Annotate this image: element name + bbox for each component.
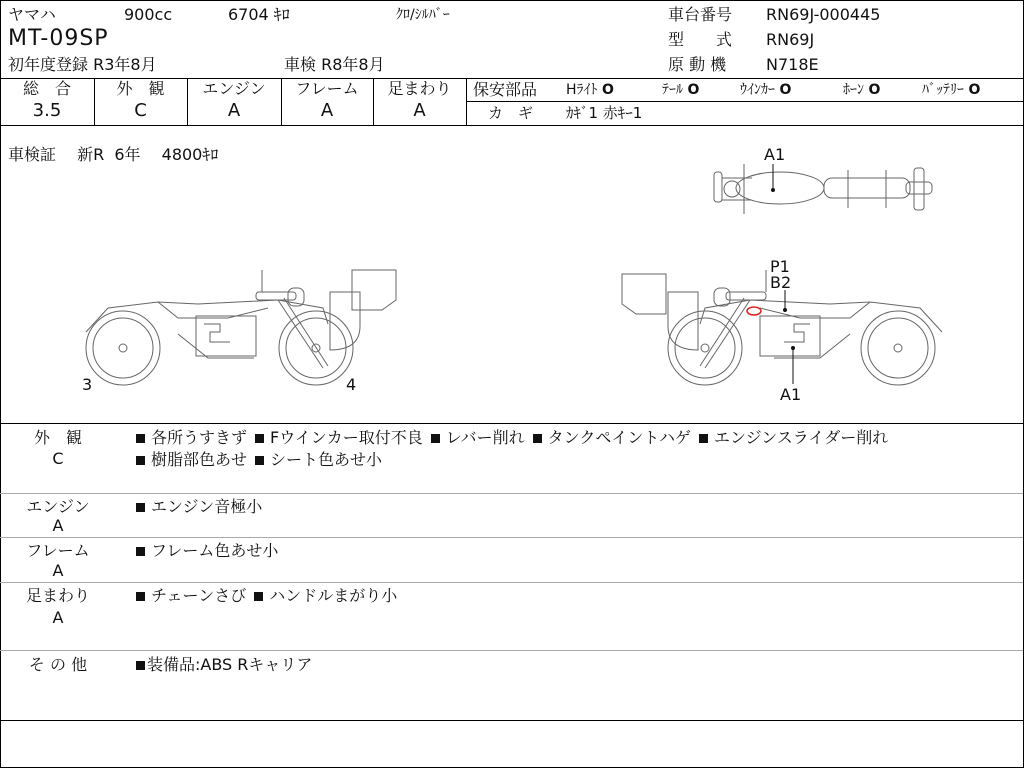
- grade-header-overall: 総 合: [22, 79, 71, 98]
- red-damage-circle: [744, 304, 764, 318]
- list-item: レバー削れ: [431, 429, 525, 447]
- displacement: 900cc: [124, 5, 173, 24]
- grade-exterior: C: [134, 100, 147, 121]
- key-value: ｶｷﾞ1 赤ｷｰ1: [566, 104, 643, 122]
- frame-no: RN69J-000445: [766, 5, 881, 24]
- damage-mark-4: 4: [346, 375, 357, 394]
- exterior-notes-line2: [136, 451, 390, 469]
- list-item: ハンドルまがり小: [254, 587, 397, 605]
- grade-header-exterior: 外 観: [116, 79, 165, 98]
- other-notes: [136, 656, 320, 674]
- suspension-notes: [136, 587, 405, 605]
- type-label: 型 式: [668, 30, 733, 49]
- key-label: カ ギ: [488, 104, 534, 122]
- engine-label: 原 動 機: [668, 55, 727, 74]
- list-item: フレーム色あせ小: [136, 542, 278, 560]
- section-grade-engine: A: [52, 516, 64, 535]
- engine-value: N718E: [766, 55, 819, 74]
- safety-item-battery: ﾊﾞｯﾃﾘｰ O: [922, 82, 981, 98]
- grade-header-suspension: 足まわり: [387, 79, 452, 98]
- list-item: エンジンスライダー削れ: [699, 429, 888, 447]
- damage-mark-p1: P1: [770, 257, 790, 276]
- section-title-frame: フレーム: [26, 541, 90, 560]
- damage-mark-right-a1: A1: [780, 385, 802, 404]
- safety-item-winker: ｳｲﾝｶｰ O: [740, 82, 792, 98]
- list-item: タンクペイントハゲ: [533, 429, 691, 447]
- grade-engine: A: [227, 100, 241, 121]
- safety-item-headlight: Hﾗｲﾄ O: [566, 82, 614, 98]
- section-grade-exterior: C: [52, 449, 64, 468]
- engine-notes: [136, 498, 270, 516]
- damage-mark-top-a1: A1: [764, 145, 786, 164]
- type-value: RN69J: [766, 30, 815, 49]
- maker: ヤマハ: [8, 5, 56, 24]
- mileage: 6704 ｷﾛ: [228, 5, 290, 24]
- list-item: シート色あせ小: [255, 451, 382, 469]
- bike-left-side-diagram: [78, 268, 408, 388]
- inspection-certificate: 車検証 新R 6年 4800ｷﾛ: [8, 145, 219, 164]
- safety-item-horn: ﾎｰﾝ O: [843, 82, 881, 98]
- list-item: 樹脂部色あせ: [136, 451, 247, 469]
- safety-item-tail: ﾃｰﾙ O: [662, 82, 700, 98]
- grade-header-engine: エンジン: [202, 79, 266, 98]
- first-registration: 初年度登録 R3年8月: [8, 55, 157, 74]
- grade-suspension: A: [413, 100, 426, 121]
- list-item: Fウインカー取付不良: [255, 429, 423, 447]
- leader-line: [782, 290, 790, 314]
- frame-no-label: 車台番号: [668, 5, 733, 24]
- leader-line: [770, 164, 778, 194]
- exterior-notes-line1: [136, 429, 896, 447]
- bike-top-view-diagram: [700, 160, 940, 220]
- model-name: MT-09SP: [8, 26, 109, 51]
- section-title-other: そ の 他: [28, 655, 88, 674]
- section-title-engine: エンジン: [26, 497, 90, 516]
- section-title-exterior: 外 観: [33, 428, 82, 447]
- grade-header-frame: フレーム: [295, 79, 359, 98]
- list-item: チェーンさび: [136, 587, 246, 605]
- section-grade-suspension: A: [52, 608, 64, 627]
- grade-overall: 3.5: [32, 100, 62, 121]
- section-title-suspension: 足まわり: [25, 586, 90, 605]
- color: ｸﾛ/ｼﾙﾊﾞｰ: [396, 7, 450, 23]
- leader-line: [790, 344, 798, 386]
- list-item: 装備品:ABS Rキャリア: [136, 656, 312, 674]
- inspection-date: 車検 R8年8月: [284, 55, 385, 74]
- section-grade-frame: A: [52, 561, 64, 580]
- list-item: エンジン音極小: [136, 498, 262, 516]
- damage-mark-3: 3: [82, 375, 93, 394]
- safety-label: 保安部品: [473, 80, 538, 99]
- grade-frame: A: [320, 100, 334, 121]
- list-item: 各所うすきず: [136, 429, 247, 447]
- frame-notes: [136, 542, 286, 560]
- damage-mark-b2: B2: [770, 273, 792, 292]
